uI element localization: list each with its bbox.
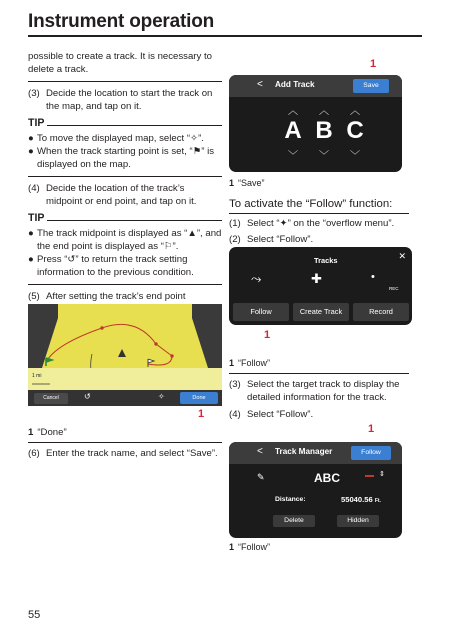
track-color-swatch[interactable] xyxy=(365,475,374,477)
section-heading: To activate the “Follow” function: xyxy=(229,198,393,210)
step-4 xyxy=(28,182,222,208)
map-screen xyxy=(28,304,222,406)
bullet-text: Press “↺” to return the track setting information to the previous condition. xyxy=(37,254,194,278)
step-number: (1) xyxy=(229,218,241,229)
map-land-left xyxy=(28,318,58,368)
track-name: ABC xyxy=(314,471,340,485)
step-text: Enter the track name, and select “Save”. xyxy=(46,448,218,459)
tracks-screen xyxy=(229,247,412,325)
caption xyxy=(229,177,409,190)
caption-number: 1 xyxy=(28,427,34,438)
bullet-dot: ● xyxy=(28,146,34,157)
end-flag-icon xyxy=(148,359,154,367)
tip-line xyxy=(47,125,222,126)
divider xyxy=(28,284,222,285)
follow-button[interactable]: Follow xyxy=(233,303,289,321)
intro-text: possible to create a track. It is necessary to delete a track. xyxy=(28,51,212,75)
track-manager-screen xyxy=(229,442,402,538)
follow-step-4 xyxy=(229,408,409,421)
tip-bullet xyxy=(28,145,222,171)
divider xyxy=(28,81,222,82)
record-track-icon[interactable]: • xyxy=(371,271,375,283)
tip-bullet xyxy=(28,227,222,253)
distance-value xyxy=(341,495,381,504)
save-button[interactable]: Save xyxy=(353,79,389,93)
bullet-text: To move the displayed map, select “✧”. xyxy=(37,133,204,144)
chevron-up-icon[interactable]: ︿ xyxy=(288,106,298,117)
map-frame-right xyxy=(192,304,222,318)
caption-number: 1 xyxy=(229,542,235,552)
caption xyxy=(28,426,222,439)
chevron-down-icon[interactable]: ﹀ xyxy=(350,151,360,162)
edit-icon[interactable]: ✎ xyxy=(257,472,265,482)
move-icon[interactable]: ✧ xyxy=(158,392,165,401)
tip-label: TIP xyxy=(28,117,45,129)
callout-number: 1 xyxy=(198,408,205,420)
tip-heading xyxy=(28,212,222,225)
track-midpoint xyxy=(170,354,173,357)
add-track-screen xyxy=(229,75,402,172)
follow-button[interactable]: Follow xyxy=(351,446,391,460)
follow-track-icon[interactable]: ⤳ xyxy=(251,271,262,286)
left-column-bottom xyxy=(28,426,222,460)
chevron-down-icon[interactable]: ﹀ xyxy=(288,151,298,162)
caption-number: 1 xyxy=(229,358,235,368)
letter-slot: B xyxy=(315,117,333,144)
bullet-text: When the track starting point is set, “⚑” is displayed on the map. xyxy=(37,146,215,170)
caption xyxy=(229,541,409,554)
map-land-right xyxy=(192,318,222,368)
bullet-dot: ● xyxy=(28,254,34,265)
right-column-bottom xyxy=(229,541,409,554)
tip-bullet xyxy=(28,132,222,145)
right-column-middle xyxy=(229,357,409,421)
step-text: Select “Follow”. xyxy=(247,409,314,420)
right-column xyxy=(229,177,409,246)
create-track-icon[interactable]: ✚ xyxy=(311,271,322,286)
start-flag-icon xyxy=(46,358,52,366)
step-text: Select “✦” on the “overflow menu”. xyxy=(247,218,395,229)
left-column xyxy=(28,50,222,316)
caption-text: “Save” xyxy=(238,178,265,188)
follow-step-2 xyxy=(229,233,409,246)
step-number: (6) xyxy=(28,448,40,459)
distance-number: 55040.56 xyxy=(341,495,373,504)
cancel-button[interactable]: Cancel xyxy=(34,393,68,404)
chevron-down-icon[interactable]: ﹀ xyxy=(319,151,329,162)
screen-title: Add Track xyxy=(275,80,315,89)
distance-unit: Ft. xyxy=(374,498,381,504)
boat-icon xyxy=(118,349,126,357)
step-text: Decide the location of the track’s midpoint or end point, and tap on it. xyxy=(46,183,197,207)
caption-text: “Done” xyxy=(37,427,67,438)
divider xyxy=(28,442,222,443)
step-number: (2) xyxy=(229,234,241,245)
top-bar xyxy=(229,75,402,97)
create-track-button[interactable]: Create Track xyxy=(293,303,349,321)
map-canvas xyxy=(28,304,222,406)
caption-text: “Follow” xyxy=(238,542,271,552)
tip-bullet xyxy=(28,253,222,279)
step-6 xyxy=(28,447,222,460)
track-line xyxy=(46,324,172,365)
track-midpoint xyxy=(100,326,103,329)
caption-number: 1 xyxy=(229,178,235,188)
callout-number: 1 xyxy=(368,423,375,435)
tip-line xyxy=(47,220,222,221)
hidden-button[interactable]: Hidden xyxy=(337,515,379,527)
record-button[interactable]: Record xyxy=(353,303,409,321)
close-icon[interactable]: ✕ xyxy=(398,251,406,261)
bullet-dot: ● xyxy=(28,133,34,144)
delete-button[interactable]: Delete xyxy=(273,515,315,527)
map-scale: 1 mi xyxy=(32,373,42,379)
chevron-up-icon[interactable]: ︿ xyxy=(350,106,360,117)
caption-text: “Follow” xyxy=(238,358,271,368)
page-number: 55 xyxy=(28,609,41,621)
letter-slot: A xyxy=(284,117,302,144)
title-rule xyxy=(28,35,422,37)
tip-heading xyxy=(28,117,222,130)
map-frame-left xyxy=(28,304,58,318)
step-3 xyxy=(28,87,222,113)
back-button[interactable]: < xyxy=(257,446,263,457)
bullet-text: The track midpoint is displayed as “▲”, and the end point is displayed as “⚐”. xyxy=(37,228,222,252)
back-button[interactable]: < xyxy=(257,79,263,90)
follow-step-3 xyxy=(229,378,409,404)
screen-title: Track Manager xyxy=(275,447,333,456)
rec-label: REC xyxy=(389,286,399,291)
tracks-title: Tracks xyxy=(314,256,338,265)
page-title: Instrument operation xyxy=(28,11,215,32)
callout-number: 1 xyxy=(370,58,377,70)
step-number: (4) xyxy=(28,183,40,194)
callout-number: 1 xyxy=(264,329,271,341)
step-text: Decide the location to start the track on the map, and tap on it. xyxy=(46,88,213,112)
letter-slot: C xyxy=(346,117,364,144)
bullet-dot: ● xyxy=(28,228,34,239)
step-number: (4) xyxy=(229,409,241,420)
step-text: Select “Follow”. xyxy=(247,234,314,245)
top-bar xyxy=(229,442,402,464)
step-number: (3) xyxy=(229,379,241,390)
step-text: Select the target track to display the detailed information for the track. xyxy=(247,379,400,403)
step-number: (5) xyxy=(28,291,40,302)
step-text: After setting the track’s end point xyxy=(46,291,186,302)
sort-icon[interactable]: ⇕ xyxy=(379,471,385,478)
step-number: (3) xyxy=(28,88,40,99)
tip-label: TIP xyxy=(28,212,45,224)
follow-step-1 xyxy=(229,217,409,230)
chevron-up-icon[interactable]: ︿ xyxy=(319,106,329,117)
divider xyxy=(229,373,409,374)
undo-icon[interactable]: ↺ xyxy=(84,392,91,401)
map-strip xyxy=(28,368,222,392)
divider xyxy=(28,176,222,177)
track-midpoint xyxy=(154,342,157,345)
distance-label: Distance: xyxy=(275,496,306,503)
divider xyxy=(229,213,409,214)
done-button[interactable]: Done xyxy=(180,392,218,404)
caption xyxy=(229,357,409,370)
